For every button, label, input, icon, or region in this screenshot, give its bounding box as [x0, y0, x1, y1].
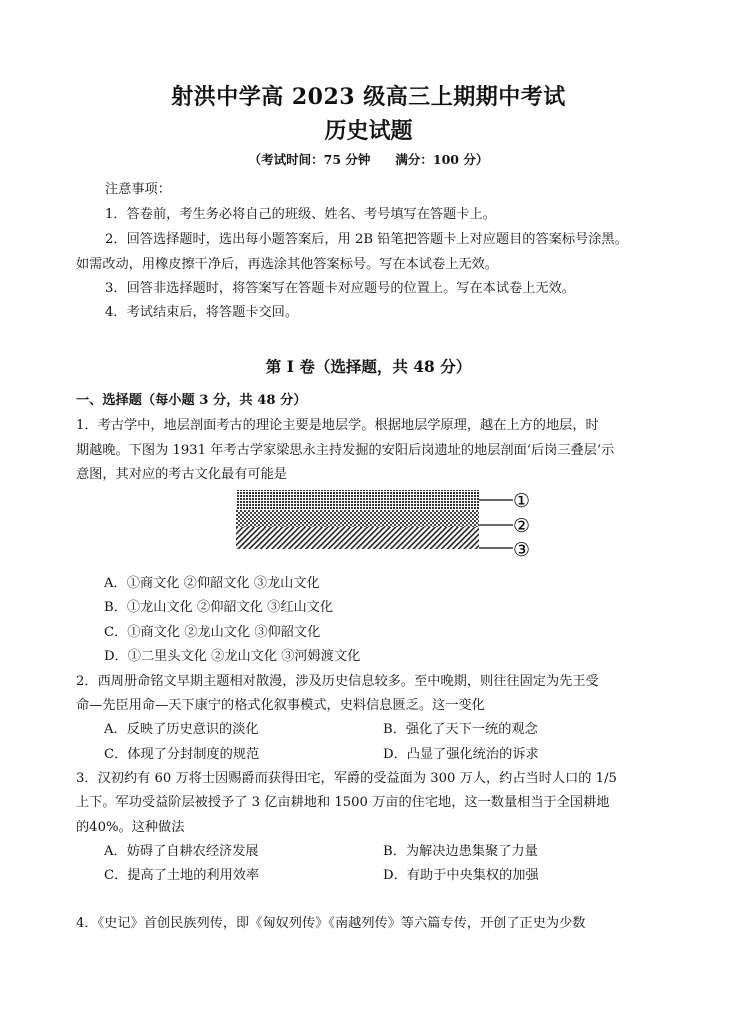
section-title: 第 I 卷（选择题，共 48 分） [265, 357, 472, 376]
option: A．①商文化 ②仰韶文化 ③龙山文化 [104, 576, 320, 591]
layer-2 [236, 510, 479, 527]
option: B．强化了天下一统的观念 [383, 722, 538, 737]
option: D．①二里头文化 ②龙山文化 ③河姆渡文化 [104, 649, 361, 664]
option: C．①商文化 ②龙山文化 ③仰韶文化 [104, 625, 321, 640]
layer-3 [236, 527, 479, 549]
question-3-text: 上下。军功受益阶层被授予了 3 亿亩耕地和 1500 万亩的住宅地，这一数量相当于全国耕地 [76, 795, 610, 810]
layer-1 [236, 490, 479, 510]
question-2-text: 命—先臣用命—天下康宁的格式化叙事模式，史料信息匮乏。这一变化 [76, 698, 485, 713]
note-item: 3．回答非选择题时，将答案写在答题卡对应题号的位置上。写在本试卷上无效。 [105, 281, 575, 296]
question-4-text: 4．《史记》首创民族列传，即《匈奴列传》《南越列传》等六篇专传，开创了正史为少数 [76, 916, 586, 931]
exam-title: 射洪中学高 2023 级高三上期期中考试 [171, 84, 566, 110]
option: A．反映了历史意识的淡化 [104, 722, 259, 737]
option: C．体现了分封制度的规范 [104, 747, 260, 762]
option: B．为解决边患集聚了力量 [383, 844, 538, 859]
exam-info: （考试时间：75 分钟 满分：100 分） [248, 152, 489, 167]
figure-label-3: ③ [513, 539, 531, 561]
option: A．妨碍了自耕农经济发展 [104, 844, 259, 859]
question-2-text: 2．西周册命铭文早期主题相对散漫，涉及历史信息较多。至中晚期，则往往固定为先王受 [76, 674, 599, 689]
question-3-text: 3．汉初约有 60 万将士因赐爵而获得田宅，军爵的受益面为 300 万人，约占当时人口的 1/5 [76, 771, 617, 786]
exam-subject: 历史试题 [324, 118, 413, 144]
question-3-text: 的40%。这种做法 [76, 820, 185, 835]
figure-label-2: ② [513, 515, 531, 537]
option: D．有助于中央集权的加强 [383, 868, 539, 883]
option: D．凸显了强化统治的诉求 [383, 747, 539, 762]
option: C．提高了土地的利用效率 [104, 868, 260, 883]
notes-heading: 注意事项： [105, 182, 171, 197]
question-1-text: 期越晚。下图为 1931 年考古学家梁思永主持发掘的安阳后岗遗址的地层剖面‘后岗三叠层’示 [76, 443, 615, 458]
note-item: 如需改动，用橡皮擦干净后，再选涂其他答案标号。写在本试卷上无效。 [76, 257, 498, 272]
stratigraphy-figure [0, 486, 737, 566]
option: B．①龙山文化 ②仰韶文化 ③红山文化 [104, 600, 334, 615]
note-item: 2．回答选择题时，选出每小题答案后，用 2B 铅笔把答题卡上对应题目的答案标号涂黑。 [105, 232, 628, 247]
note-item: 1．答卷前，考生务必将自己的班级、姓名、考号填写在答题卡上。 [105, 207, 496, 222]
section-subtitle: 一、选择题（每小题 3 分，共 48 分） [76, 393, 307, 408]
note-item: 4．考试结束后，将答题卡交回。 [105, 305, 299, 320]
question-1-text: 1．考古学中，地层剖面考古的理论主要是地层学。根据地层学原理，越在上方的地层，时 [76, 418, 599, 433]
figure-label-1: ① [513, 490, 531, 512]
question-1-text: 意图，其对应的考古文化最有可能是 [76, 467, 287, 482]
